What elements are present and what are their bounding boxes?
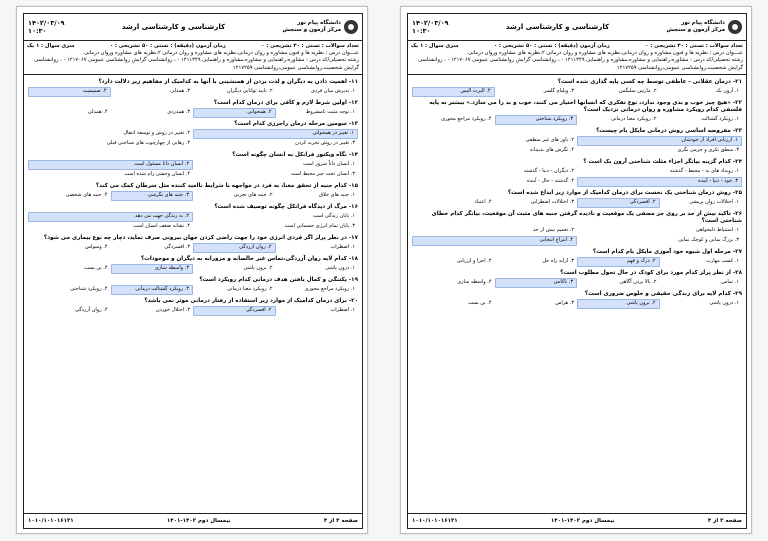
answer-options [412, 115, 742, 125]
answer-option[interactable]: ۱. پایان زندگی است [312, 213, 355, 220]
page-frame [407, 13, 747, 529]
question-item [412, 100, 742, 125]
course-field-code: رشته تحصیلی/کد درس : مشاوره،راهنمایی و مشاوره،مشاوره و راهنمایی ۱۲۱۱۳۴۹ - ، روانشناسی گرایش روانشناسی عمومی ۱۲۱۷۰۶۷ - ، روانشناسی گرایش شخصیت،روانشناسی عمومی،روانشناسی ۱۲۱۷۲۵۹ [34, 57, 359, 71]
answer-option[interactable]: ۳. ویلیام گلسر [543, 88, 574, 95]
selected-answer-option[interactable]: ۲. درک و فهم [577, 257, 660, 267]
answer-option[interactable]: ۳. بزرگ نمایی و کوچک نمایی [678, 237, 739, 244]
answer-option[interactable]: ۱. توجه مثبت نامشروط [305, 109, 355, 116]
answer-options [28, 285, 358, 295]
question-item [28, 277, 358, 295]
selected-answer-option[interactable]: ۴. انتزاع انتخابی [412, 236, 577, 246]
selected-answer-option[interactable]: ۳. واسطه سازی [111, 264, 194, 274]
question-text: ۲۹- کدام لایه برای زندگی حقیقی و خلوص ضروری است؟ [584, 290, 742, 297]
answer-option[interactable]: ۳. ارایه راه حل [542, 258, 574, 265]
question-text: ۱۳- سومین مرحله درمان راجرزی کدام است؟ [234, 120, 358, 127]
answer-options [412, 167, 742, 187]
answer-option[interactable]: ۱. رویکرد گشتالت [701, 116, 739, 123]
question-series: سری سوال : ۱ یک [27, 43, 75, 49]
answer-options [28, 264, 358, 274]
university-seal-icon [728, 20, 742, 34]
answer-options [412, 226, 742, 246]
question-count: تعداد سوالات : تستی : ۳۰ تشریحی : ۰ [261, 43, 359, 49]
answer-option[interactable]: ۲. تعمیم بیش از حد [533, 227, 574, 234]
university-name: دانشگاه پیام نور [681, 20, 725, 26]
answer-option[interactable]: ۳. همدردی [167, 109, 190, 116]
question-text: ۲۳- مفروضه اساسی روش درمانی مایکل بام چیست؟ [596, 127, 742, 134]
selected-answer-option[interactable]: ۳. رویکرد گشتالت درمانی [111, 285, 194, 295]
answer-option[interactable]: ۴. نشانه ضعف انسان است [133, 223, 190, 230]
selected-answer-option[interactable]: ۲. انسان ذاتاً مسئول است [28, 160, 193, 170]
answer-option[interactable]: ۲. بالا بردن آگاهی [619, 279, 657, 286]
question-list [24, 75, 362, 317]
page-footer [24, 513, 362, 528]
answer-option[interactable]: ۴. وسواس [84, 244, 108, 251]
page-footer [408, 513, 746, 528]
university-logo [282, 20, 358, 34]
answer-option[interactable]: ۲. رویکرد معنا درمانی [610, 116, 657, 123]
answer-option[interactable]: ۱. پذیرش میان فردی [311, 88, 355, 95]
answer-options [412, 87, 742, 97]
selected-answer-option[interactable]: ۱. تغییر در همخوانی [193, 129, 358, 139]
page-frame [23, 13, 363, 529]
answer-options [28, 191, 358, 201]
question-item [28, 79, 358, 97]
question-text: ۲۶- تاکید بیش از حد بر روی جز مضفی یک موقعیت و نادیده گرفتن جنبه های مثبت آن موقعیت، بیانگر کدام خطای شناختی است؟ [431, 210, 742, 224]
exam-page-4 [16, 6, 368, 534]
question-item [412, 211, 742, 246]
page-header [24, 14, 362, 41]
selected-answer-option[interactable]: ۳. ناکامی [495, 278, 578, 288]
answer-option[interactable]: ۴. انسان وحشی رام شده است [124, 171, 190, 178]
question-item [412, 291, 742, 309]
question-text: ۲۸- از نظر پرلز کدام مورد برای کودک در حال تحول مطلوب است؟ [560, 269, 742, 276]
selected-answer-option[interactable]: ۲. روان آزردگی [193, 243, 276, 253]
question-text: ۱۸- کدام لایه روان آزردگی،تماس غیر خالصانه و مزورانه به دیگران و موجودات؟ [141, 255, 358, 262]
answer-option[interactable]: ۱. رویداد های بد - محیط - گذشته [669, 168, 739, 175]
answer-option[interactable]: ۱. رویکرد مراجع محوری [304, 286, 355, 293]
exam-level-title: کارشناسی و کارشناسی ارشد [505, 23, 610, 31]
answer-option[interactable]: ۱. درون پاشی [325, 265, 355, 272]
selected-answer-option[interactable]: ۳. خود - دنیا - آینده [577, 177, 742, 187]
answer-options [412, 136, 742, 156]
question-text: ۲۱- درمان عقلانی - عاطفی توسط چه کسی پایه گذاری شده است؟ [557, 78, 742, 85]
exam-date: ۱۴۰۲/۰۳/۰۹ [28, 19, 65, 27]
answer-option[interactable]: ۳. تغییر در روش تجربه کردن [295, 140, 355, 147]
question-item [412, 190, 742, 208]
exam-duration: زمان آزمون (دقیقه) : تستی : ۵۰ تشریحی : ۰ [109, 43, 226, 49]
question-text: ۲۵- روش درمان شناختی یک نخست برای درمان کدامیک از موارد زیر ابداع شده است؟ [507, 189, 742, 196]
course-field-code: رشته تحصیلی/کد درس : مشاوره،راهنمایی و مشاوره،مشاوره و راهنمایی ۱۲۱۱۳۴۹ - ، روانشناسی گرایش روانشناسی عمومی ۱۲۱۷۰۶۷ - ، روانشناسی گرایش شخصیت،روانشناسی عمومی،روانشناسی ۱۲۱۷۲۵۹ [418, 57, 743, 71]
answer-option[interactable]: ۴. رهایی از چهارچوب های شناختی قبلی [106, 140, 190, 147]
page-number: صفحه ۳ از ۴ [707, 518, 742, 524]
question-item [412, 270, 742, 288]
question-text: ۱۲- اولین شرط لازم و کافی برای درمان کدام است؟ [213, 99, 358, 106]
selected-answer-option[interactable]: ۲. افسردگی [193, 306, 276, 316]
answer-option[interactable]: ۲. جنبه های تجربی [233, 192, 273, 199]
question-text: ۱۱- اهمیت دادن به دیگران و لذت بردن از همنشینی با آنها به کدامیک از مفاهیم زیر دلالت دارد؟ [98, 78, 358, 85]
answer-option[interactable]: ۴. جنبه های شخصی [65, 192, 108, 199]
exam-time: ۱۰:۳۰ [28, 27, 47, 35]
answer-options [28, 129, 358, 149]
course-title: عنـــوان درس : نظریه ها و فنون مشاوره و روان درمانی،نظریه های مشاوره و روان درمانی ۲،نظریه های مشاوره وروان درمانی [468, 50, 743, 57]
exam-info [408, 41, 746, 75]
answer-option[interactable]: ۱. انسان ذاتاً شرور است [303, 161, 355, 168]
answer-option[interactable]: ۴. گذشته - حال - آینده [527, 178, 574, 185]
answer-options [28, 243, 358, 253]
question-text: ۲۷- مرحله اول شیوه خود آموزی مایکل بام کدام است؟ [592, 248, 742, 255]
answer-options [28, 212, 358, 232]
semester: نیمسال دوم ۱۴۰۲-۱۴۰۱ [550, 518, 615, 524]
answer-option[interactable]: ۴. بن بست [468, 300, 492, 307]
question-item [28, 121, 358, 149]
answer-option[interactable]: ۴. روان آزردگی [75, 307, 108, 314]
question-item [412, 79, 742, 97]
answer-options [412, 278, 742, 288]
answer-option[interactable]: ۳. منطق تکری و جزمی نگری [677, 147, 739, 154]
selected-answer-option[interactable]: ۳. رویکرد شناختی [495, 115, 578, 125]
answer-option[interactable]: ۱. استنباط دلبخواهی [696, 227, 739, 234]
question-item [28, 256, 358, 274]
answer-options [28, 306, 358, 316]
exam-date-time [28, 19, 65, 35]
answer-option[interactable]: ۲. تایید توانایی دیگران [226, 88, 273, 95]
answer-option[interactable]: ۳. انسان تحت جبر محیط است [290, 171, 355, 178]
question-text: ۲۴- کدام گزینه بیانگر اجزاء مثلث شناختی آرون بک است ؟ [583, 158, 742, 165]
question-text: ۲۲- «هیچ چیز خوب و بدی وجود ندارد، نوع تفکری که انسانها اختیار می کنند، خوب و بد را می سازد.» بیشتر به پایه فلسفی کدام رویکرد مشاوره و روان درمانی نزدیک است؟ [429, 99, 742, 113]
university-logo [666, 20, 742, 34]
exam-duration: زمان آزمون (دقیقه) : تستی : ۵۰ تشریحی : ۰ [493, 43, 610, 49]
answer-options [28, 108, 358, 118]
answer-option[interactable]: ۱. تماس [721, 279, 739, 286]
question-text: ۲۰- برای درمان کدامیک از موارد زیر استفاده از رفتار درمانی موثر نمی باشد؟ [144, 297, 358, 304]
question-item [412, 249, 742, 267]
answer-option[interactable]: ۳. پایان تمام انرژی جسمانی است [284, 223, 355, 230]
answer-option[interactable]: ۴. رویکرد مراجع محوری [441, 116, 492, 123]
question-series: سری سوال : ۱ یک [411, 43, 459, 49]
university-name: دانشگاه پیام نور [297, 20, 341, 26]
answer-option[interactable]: ۳. همدلی [170, 88, 190, 95]
exam-date-time [412, 19, 449, 35]
answer-options [412, 257, 742, 267]
answer-option[interactable]: ۴. واسطه سازی [457, 279, 492, 286]
answer-option[interactable]: ۲. برون پاشی [243, 265, 273, 272]
answer-option[interactable]: ۴. اعتیاد [474, 199, 492, 206]
answer-option[interactable]: ۴. اجرا و ارزیابی [456, 258, 492, 265]
question-item [28, 204, 358, 232]
selected-answer-option[interactable]: ۲. همخوانی [193, 108, 276, 118]
question-text: ۱۵- کدام جنبه از تحقق معنا، به فرد در مواجهه با شرایط ناامید کننده مثل سرطان کمک می کند؟ [95, 182, 358, 189]
answer-option[interactable]: ۳. اختلال خوردن [155, 307, 190, 314]
exam-level-title: کارشناسی و کارشناسی ارشد [121, 23, 226, 31]
center-name: مرکز آزمون و سنجش [666, 27, 725, 33]
question-item [28, 298, 358, 316]
question-item [28, 152, 358, 180]
answer-options [28, 160, 358, 180]
question-item [28, 235, 358, 253]
selected-answer-option[interactable]: ۲. به زندگی جهت می دهد [28, 212, 193, 222]
university-seal-icon [344, 20, 358, 34]
answer-option[interactable]: ۱. اختلالات روان پریشی [689, 199, 739, 206]
answer-option[interactable]: ۲. رویکرد معنا درمانی [226, 286, 273, 293]
answer-option[interactable]: ۲. مارتین سلیگمن [618, 88, 657, 95]
answer-option[interactable]: ۱. جنبه های خلاق [319, 192, 355, 199]
exam-date: ۱۴۰۲/۰۳/۰۹ [412, 19, 449, 27]
question-text: ۱۶- مرگ از دیدگاه فرانکل چگونه توصیف شده است؟ [214, 203, 358, 210]
selected-answer-option[interactable]: ۲. برون پاشی [577, 299, 660, 309]
question-text: ۱۷- در نظر پرلز اگر فردی انرژی خود را جهت راضی کردن جهان بیرونی صرف نماید، دچار چه نوع بیماری می شود؟ [43, 234, 358, 241]
exam-code: ۱۰۱۰/۱۰۱۰۱۶۱۳۱ [28, 518, 74, 524]
question-text: ۱۴- نگاه ویکتور فرانکل به انسان چگونه است؟ [232, 151, 358, 158]
selected-answer-option[interactable]: ۴. صمیمیت [28, 87, 111, 97]
answer-option[interactable]: ۴. بن بست [84, 265, 108, 272]
question-item [28, 100, 358, 118]
exam-code: ۱۰۱۰/۱۰۱۰۱۶۱۳۱ [412, 518, 458, 524]
question-list [408, 75, 746, 310]
center-name: مرکز آزمون و سنجش [282, 27, 341, 33]
answer-option[interactable]: ۱. آرون بک [715, 88, 739, 95]
answer-option[interactable]: ۱. اضطراب [330, 244, 355, 251]
answer-option[interactable]: ۳. افسردگی [164, 244, 190, 251]
answer-option[interactable]: ۱. کسب مهارت [706, 258, 739, 265]
page-header [408, 14, 746, 41]
answer-option[interactable]: ۳. هراس [555, 300, 574, 307]
answer-options [28, 87, 358, 97]
selected-answer-option[interactable]: ۱. ارزیابی افراد از خودشان [577, 136, 742, 146]
exam-time: ۱۰:۳۰ [412, 27, 431, 35]
answer-option[interactable]: ۴. رویکرد شناختی [70, 286, 108, 293]
question-count: تعداد سوالات : تستی : ۳۰ تشریحی : ۰ [645, 43, 743, 49]
exam-info [24, 41, 362, 75]
answer-option[interactable]: ۴. همدلی [87, 109, 108, 116]
question-item [28, 183, 358, 201]
answer-options [412, 198, 742, 208]
question-item [412, 159, 742, 187]
answer-option[interactable]: ۳. اختلالات اضطرابی [530, 199, 574, 206]
selected-answer-option[interactable]: ۳. جنبه های نگرشی [111, 191, 194, 201]
answer-options [412, 299, 742, 309]
answer-option[interactable]: ۲. باور های غیر منطقی [525, 137, 574, 144]
course-title: عنـــوان درس : نظریه ها و فنون مشاوره و روان درمانی،نظریه های مشاوره و روان درمانی ۲،نظریه های مشاوره وروان درمانی [84, 50, 359, 57]
semester: نیمسال دوم ۱۴۰۲-۱۴۰۱ [166, 518, 231, 524]
question-item [412, 128, 742, 156]
question-text: ۱۹- یکتنگی و کمال یافتن هدف درمانی کدام رویکرد است؟ [199, 276, 358, 283]
answer-option[interactable]: ۱. درون پاشی [709, 300, 739, 307]
selected-answer-option[interactable]: ۲. افسردگی [577, 198, 660, 208]
page-number: صفحه ۴ از ۴ [323, 518, 358, 524]
answer-option[interactable]: ۱. اضطراب [330, 307, 355, 314]
selected-answer-option[interactable]: ۴. آلبرت الیس [412, 87, 495, 97]
exam-page-3 [400, 6, 752, 534]
answer-option[interactable]: ۴. نگرش های بدبینانه [529, 147, 574, 154]
answer-option[interactable]: ۲. دیگران - دنیا - گذشته [523, 168, 574, 175]
answer-option[interactable]: ۲. تغییر در روش و توسعه انتقال [123, 130, 190, 137]
